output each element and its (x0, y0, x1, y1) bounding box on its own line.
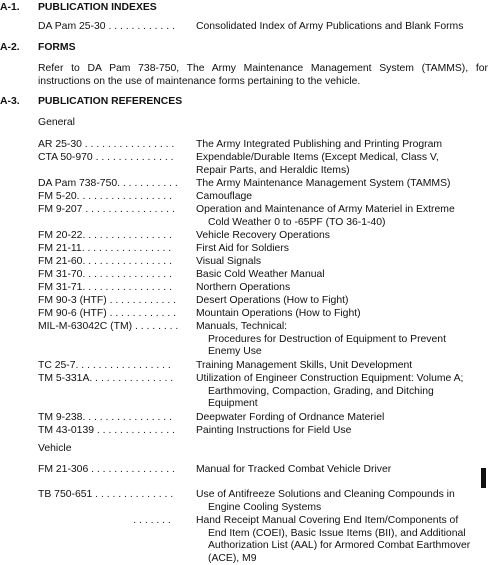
publication-desc: Basic Cold Weather Manual (196, 269, 325, 280)
publication-ref: CTA 50-970 . . . . . . . . . . . . . . (38, 152, 174, 163)
section-title: PUBLICATION REFERENCES (38, 96, 183, 107)
section-heading-a1 (0, 2, 157, 15)
publication-desc: The Army Maintenance Management System (TAMMS) (196, 178, 451, 189)
publication-ref: FM 90-3 (HTF) . . . . . . . . . . . . (38, 295, 176, 306)
table-row (38, 321, 488, 359)
publication-desc: Manual for Tracked Combat Vehicle Driver (196, 464, 392, 475)
publication-desc: Desert Operations (How to Fight) (196, 295, 349, 306)
list-item (38, 21, 488, 34)
publication-desc: Vehicle Recovery Operations (196, 230, 330, 241)
section-number: A-1. (0, 2, 20, 13)
publication-ref: FM 20-22. . . . . . . . . . . . . . . . (38, 230, 172, 241)
publication-ref: . . . . . . . (38, 515, 171, 526)
table-row (38, 243, 488, 256)
table-row (38, 256, 488, 269)
table-row (38, 360, 488, 373)
publication-ref: DA Pam 738-750. . . . . . . . . . . (38, 178, 178, 189)
publication-ref: FM 21-306 . . . . . . . . . . . . . . . (38, 464, 175, 475)
table-row (38, 204, 488, 229)
publication-ref: FM 21-60. . . . . . . . . . . . . . . . (38, 256, 172, 267)
table-row (38, 295, 488, 308)
publication-desc: Hand Receipt Manual Covering End Item/Components of End Item (COEI), Basic Issue Items (BII), and Additional Authorization List (AAL) for Armored Combat Earthmover (ACE), M9 (196, 515, 471, 564)
publication-ref: TB 750-651 . . . . . . . . . . . . . . (38, 489, 174, 500)
section-number: A-2. (0, 42, 20, 53)
publication-desc: Camouflage (196, 191, 253, 202)
table-row (38, 308, 488, 321)
subheading-vehicle: Vehicle (38, 443, 72, 454)
publication-desc: Manuals, Technical: Procedures for Destruction of Equipment to Prevent Enemy Use (196, 321, 446, 358)
publication-ref: MIL-M-63042C (TM) . . . . . . . . (38, 321, 179, 332)
table-row (38, 282, 488, 295)
table-row (38, 152, 488, 177)
publication-ref: FM 5-20. . . . . . . . . . . . . . . . . (38, 191, 172, 202)
publication-ref: TC 25-7. . . . . . . . . . . . . . . . . (38, 360, 171, 371)
publication-ref: FM 9-207 . . . . . . . . . . . . . . . . (38, 204, 175, 215)
publication-ref: DA Pam 25-30 . . . . . . . . . . . . (38, 21, 175, 32)
table-row (38, 464, 488, 477)
change-bar (481, 468, 486, 488)
table-row (38, 412, 488, 425)
publication-desc: Utilization of Engineer Construction Equipment: Volume A; Earthmoving, Compaction, Grading, and Ditching Equipment (196, 373, 464, 410)
publication-desc: Expendable/Durable Items (Except Medical, Class V, Repair Parts, and Heraldic Items) (196, 152, 439, 176)
subheading-general: General (38, 117, 75, 128)
publication-desc: Mountain Operations (How to Fight) (196, 308, 361, 319)
table-row (38, 230, 488, 243)
publication-desc: Training Management Skills, Unit Development (196, 360, 413, 371)
publication-desc: Operation and Maintenance of Army Materiel in Extreme Cold Weather 0 to -65PF (TO 36-1-40) (196, 204, 455, 228)
table-row (38, 139, 488, 152)
table-row (38, 489, 488, 514)
section-title: PUBLICATION INDEXES (38, 2, 157, 13)
section-title: FORMS (38, 42, 76, 53)
table-row (38, 425, 488, 438)
publication-ref: FM 31-71. . . . . . . . . . . . . . . . (38, 282, 172, 293)
publication-desc: First Aid for Soldiers (196, 243, 289, 254)
publication-desc: Visual Signals (196, 256, 262, 267)
table-row (38, 178, 488, 191)
table-row (38, 373, 488, 411)
section-heading-a2 (0, 42, 76, 55)
publication-desc: Use of Antifreeze Solutions and Cleaning Compounds in Engine Cooling Systems (196, 489, 455, 513)
publication-ref: TM 9-238. . . . . . . . . . . . . . . . (38, 412, 172, 423)
section-number: A-3. (0, 96, 20, 107)
publication-desc: Northern Operations (196, 282, 291, 293)
table-row (38, 269, 488, 282)
publication-ref: FM 31-70. . . . . . . . . . . . . . . . (38, 269, 172, 280)
publication-ref: FM 90-6 (HTF) . . . . . . . . . . . . (38, 308, 176, 319)
publication-ref: FM 21-11. . . . . . . . . . . . . . . . (38, 243, 172, 254)
publication-ref: AR 25-30 . . . . . . . . . . . . . . . . (38, 139, 175, 150)
section-heading-a3 (0, 96, 182, 109)
publication-ref: TM 5-331A. . . . . . . . . . . . . . . (38, 373, 174, 384)
publication-desc: The Army Integrated Publishing and Printing Program (196, 139, 443, 150)
forms-paragraph: Refer to DA Pam 738-750, The Army Maintenance Management System (TAMMS), for instructions on the use of maintenance forms pertaining to the vehicle. (38, 63, 488, 87)
publication-ref: TM 43-0139 . . . . . . . . . . . . . . (38, 425, 175, 436)
table-row (38, 191, 488, 204)
publication-desc: Deepwater Fording of Ordnance Materiel (196, 412, 385, 423)
table-row (38, 515, 488, 565)
publication-desc: Painting Instructions for Field Use (196, 425, 352, 436)
publication-desc: Consolidated Index of Army Publications and Blank Forms (196, 21, 464, 32)
